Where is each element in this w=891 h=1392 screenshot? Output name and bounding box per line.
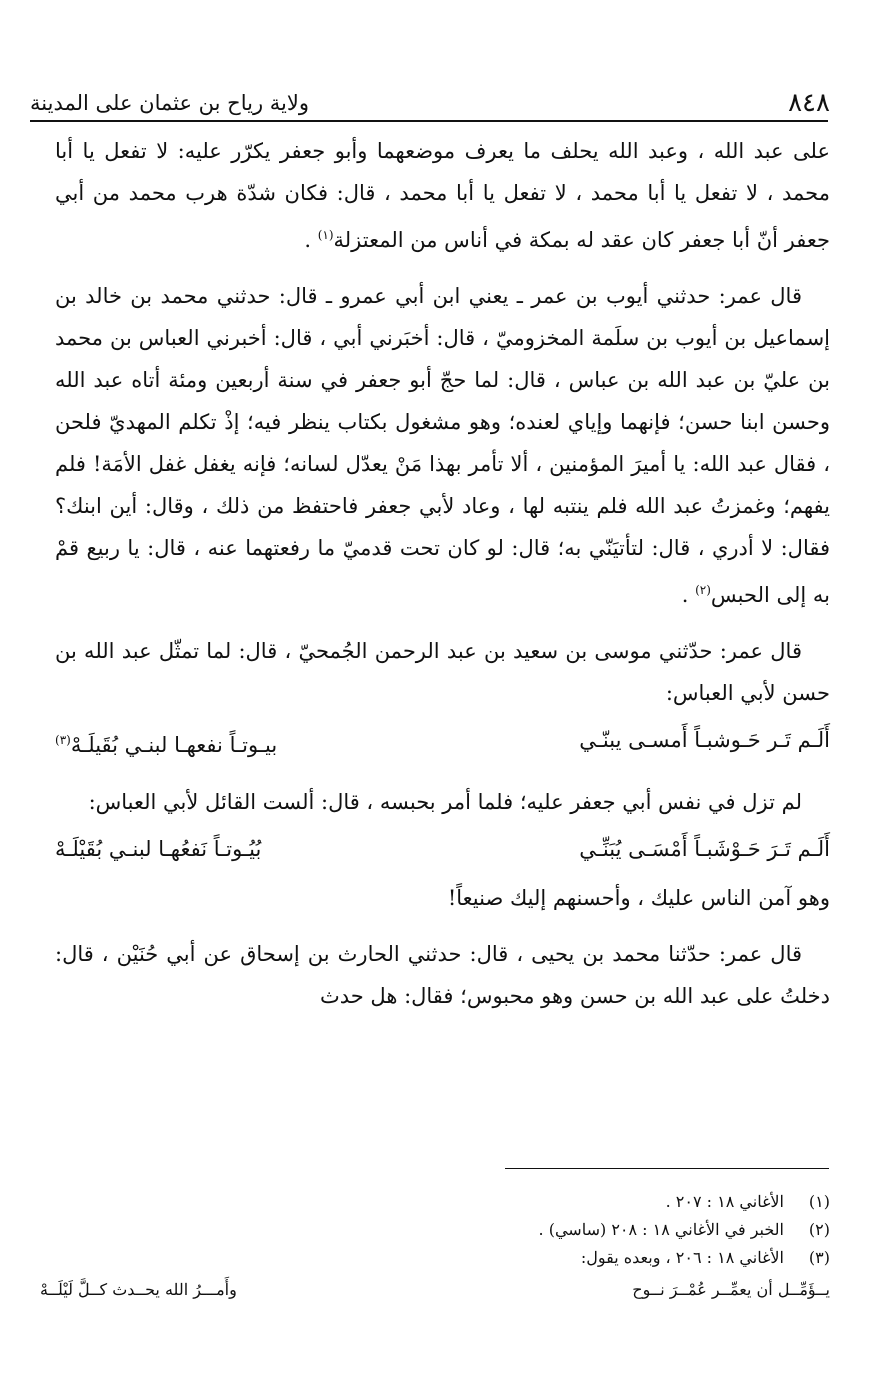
footnote-number: (١) [808, 1192, 830, 1211]
verse-2-first-hemistich: أَلَـم تَـرَ حَـوْشَبـاً أَمْسَـى يُبَنِّـي [579, 837, 830, 861]
paragraph-2: قال عمر: حدثني أيوب بن عمر ـ يعني ابن أبي عمرو ـ قال: حدثني محمد بن خالد بن إسماعيل بن أيوب بن سلَمة المخزوميّ ، قال: أخبَرني أبي ، قال: أخبرني العباس بن محمد بن عليّ بن عبد الله بن عباس ، قال: لما حجّ أبو جعفر في سنة أربعين ومئة أتاه عبد الله وحسن ابنا حسن؛ فإنهما وإياي لعنده؛ وهو مشغول بكتاب ينظر فيه؛ إذْ تكلم المهديّ فلحن ، فقال عبد الله: يا أميرَ المؤمنين ، ألا تأمر بهذا مَنْ يعدّل لسانه؛ فإنه يغفل غفل الأمَة! فلم يفهم؛ وغمزتُ عبد الله فلم ينتبه لها ، وعاد لأبي جعفر فاحتفظ من ذلك ، وقال: أين ابنك؟ فقال: لا أدري ، قال: لتأتيَنّي به؛ قال: لو كان تحت قدميّ ما رفعتهما عنه ، قال: يا ربيع قمْ به إلى الحبس$^{(٢)}$ . [55, 284, 830, 607]
footnote-number: (٣) [808, 1248, 830, 1267]
footnote-ref-3: (٣) [55, 733, 71, 747]
footnote-verse-second-hemistich: وأَمـــرُ الله يحــدث كــلَّ لَيْلَــهْ [40, 1280, 237, 1299]
paragraph-3: قال عمر: حدّثني موسى بن سعيد بن عبد الرحمن الجُمحيّ ، قال: لما تمثّل عبد الله بن حسن لأبي العباس: [55, 639, 830, 705]
paragraph-1: على عبد الله ، وعبد الله يحلف ما يعرف موضعهما وأبو جعفر يكرّر عليه: لا تفعل يا أبا محمد ، لا تفعل يا أبا محمد ، لا تفعل يا أبا محمد ، قال: فكان شدّة هرب محمد من أبي جعفر أنّ أبا جعفر كان عقد له بمكة في أناس من المعتزلة$^{(١)}$ . [55, 139, 830, 252]
footnote-2 [40, 1216, 830, 1244]
verse-2 [55, 827, 830, 871]
footnote-number: (٢) [808, 1220, 830, 1239]
footnote-rule [505, 1168, 829, 1169]
header-rule [30, 120, 828, 122]
footnote-verse-first-hemistich: يــؤَمِّــل أن يعمِّــر عُمْــرَ نــوح [632, 1280, 830, 1299]
footnote-ref-2: (٢) [695, 583, 711, 597]
footnote-1 [40, 1188, 830, 1216]
footnote-text: الأغاني ١٨ : ٢٠٦ ، وبعده يقول: [580, 1248, 784, 1267]
paragraph-5: وهو آمن الناس عليك ، وأحسنهم إليك صنيعاً! [447, 886, 830, 910]
footnote-ref-1: (١) [317, 228, 334, 242]
main-text [55, 130, 830, 1017]
paragraph-6: قال عمر: حدّثنا محمد بن يحيى ، قال: حدثني الحارث بن إسحاق عن أبي حُنَيْن ، قال: دخلتُ على عبد الله بن حسن وهو محبوس؛ فقال: هل حدث [55, 942, 830, 1008]
verse-1-second-hemistich: بيـوتـاً نفعهـا لبنـي بُقَيلَـهْ$^{(٣)}$ [55, 733, 278, 757]
verse-2-second-hemistich: بُيُـوتـاً نَفعُهـا لبنـي بُقَيْلَـهْ [55, 837, 262, 861]
verse-1 [55, 718, 830, 767]
footnote-verse [40, 1276, 830, 1304]
page-number: ٨٤٨ [788, 88, 830, 118]
running-title: ولاية رياح بن عثمان على المدينة [30, 91, 310, 115]
verse-1-first-hemistich: أَلَـم تَـر حَـوشبـاً أَمسـى يبنّـي [579, 728, 830, 752]
paragraph-4: لم تزل في نفس أبي جعفر عليه؛ فلما أمر بحبسه ، قال: ألست القائل لأبي العباس: [88, 790, 802, 814]
footnote-text: الخبر في الأغاني ١٨ : ٢٠٨ (ساسي) . [538, 1220, 784, 1239]
footnote-text: الأغاني ١٨ : ٢٠٧ . [665, 1192, 784, 1211]
footnote-3 [40, 1244, 830, 1272]
page-header [30, 78, 830, 118]
footnotes [40, 1188, 830, 1304]
